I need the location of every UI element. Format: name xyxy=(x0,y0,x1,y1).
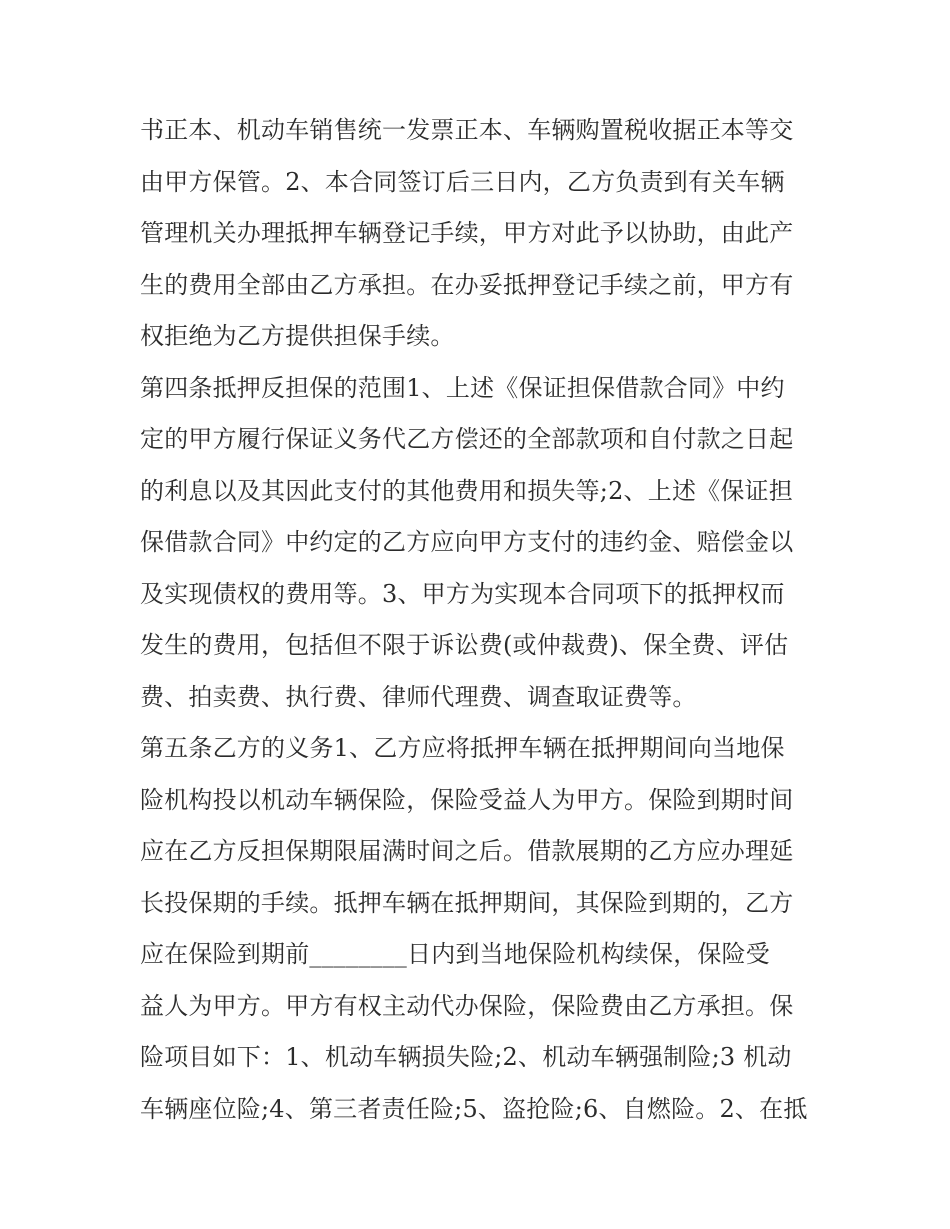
text-line: 定的甲方履行保证义务代乙方偿还的全部款项和自付款之日起 xyxy=(140,425,794,453)
text-line: 管理机关办理抵押车辆登记手续，甲方对此予以协助，由此产 xyxy=(140,219,794,247)
text-line: 权拒绝为乙方提供担保手续。 xyxy=(140,322,455,350)
text-line: 第五条乙方的义务1、乙方应将抵押车辆在抵押期间向当地保 xyxy=(140,734,785,762)
text-line: 由甲方保管。2、本合同签订后三日内，乙方负责到有关车辆 xyxy=(140,167,785,196)
text-line: 保借款合同》中约定的乙方应向甲方支付的违约金、赔偿金以 xyxy=(140,528,794,556)
text-line: 书正本、机动车销售统一发票正本、车辆购置税收据正本等交 xyxy=(140,116,794,144)
text-line: 应在乙方反担保期限届满时间之后。借款展期的乙方应办理延 xyxy=(140,837,794,865)
text-line: 险机构投以机动车辆保险，保险受益人为甲方。保险到期时间 xyxy=(140,785,794,814)
text-line: 益人为甲方。甲方有权主动代办保险，保险费由乙方承担。保 xyxy=(140,991,794,1020)
text-line: 费、拍卖费、执行费、律师代理费、调查取证费等。 xyxy=(140,682,697,711)
text-line: 险项目如下：1、机动车辆损失险;2、机动车辆强制险;3 机动 xyxy=(140,1043,792,1071)
text-line: 应在保险到期前________日内到当地保险机构续保，保险受 xyxy=(140,940,770,968)
text-line: 及实现债权的费用等。3、甲方为实现本合同项下的抵押权而 xyxy=(140,579,785,608)
text-line: 车辆座位险;4、第三者责任险;5、盗抢险;6、自燃险。2、在抵 xyxy=(140,1094,808,1123)
text-line: 长投保期的手续。抵押车辆在抵押期间，其保险到期的，乙方 xyxy=(140,888,794,917)
text-line: 的利息以及其因此支付的其他费用和损失等;2、上述《保证担 xyxy=(140,476,793,505)
text-line: 生的费用全部由乙方承担。在办妥抵押登记手续之前，甲方有 xyxy=(140,270,794,299)
document-body xyxy=(140,105,830,1135)
text-line: 发生的费用，包括但不限于诉讼费(或仲裁费)、保全费、评估 xyxy=(140,631,789,659)
text-line: 第四条抵押反担保的范围1、上述《保证担保借款合同》中约 xyxy=(140,373,785,402)
